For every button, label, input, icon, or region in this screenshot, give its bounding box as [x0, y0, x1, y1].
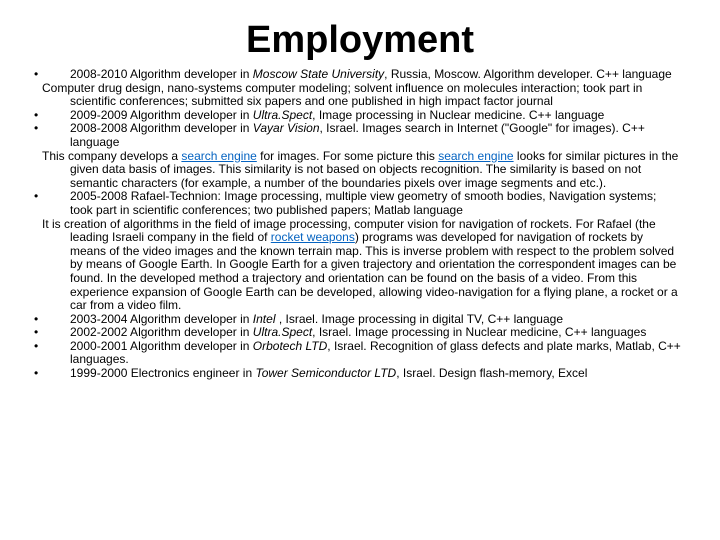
employer-name: Moscow State University [252, 67, 385, 81]
job-description-rafael: It is creation of algorithms in the field of image processing, computer vision for navigation of rockets. For Rafael (the leading Israeli company in the field of rocket weapons) programs was developed for navigation of rockets by means of the video images and the known terrain map. This is inverse problem with respect to the problem solved by means of Google Earth. In Google Earth for a given trajectory and orientation the correspondent images can be found. In the developed method a trajectory and orientation can be found on the basis of a video. From this experience expansion of Google Earth can be developed, allowing video-navigation for a flying plane, a rocket or a car from a video film. [42, 216, 678, 313]
employer-name: Vayar Vision [252, 121, 320, 136]
job-entry-ultraspect-2002: • 2002-2002 Algorithm developer in Ultra.Spect, Israel. Image processing in Nuclear medicine, C++ languages [42, 326, 682, 340]
job-entry-msu: • 2008-2010 Algorithm developer in Moscow State University, Russia, Moscow. Algorithm developer. C++ language [42, 68, 682, 82]
employer-name: Ultra.Spect [252, 107, 313, 122]
job-entry-ultraspect-2009: • 2009-2009 Algorithm developer in Ultra.Spect, Image processing in Nuclear medicine. C++ language [42, 109, 682, 123]
employer-name: Tower Semiconductor LTD [255, 366, 397, 381]
slide-title: Employment [245, 19, 475, 61]
job-description-vayar-vision: This company develops a search engine for images. For some picture this search engine looks for similar pictures in the given data basis of images. This similarity is not based on objects recognition. The similarity is based on not semantic characters (for example, a number of the boundaries pixels over image segments and etc.). [42, 148, 679, 190]
job-entry-vayar-vision: • 2008-2008 Algorithm developer in Vayar Vision, Israel. Images search in Internet ("Google" for images). C++ language [42, 122, 682, 149]
job-entry-intel: • 2003-2004 Algorithm developer in Intel , Israel. Image processing in digital TV, C++ language [42, 313, 682, 327]
employer-name: Orbotech LTD [252, 338, 328, 353]
search-engine-link[interactable]: search engine [438, 148, 514, 163]
employer-name: Intel [252, 311, 276, 326]
rocket-weapons-link[interactable]: rocket weapons [270, 230, 355, 245]
job-entry-orbotech: • 2000-2001 Algorithm developer in Orbotech LTD, Israel. Recognition of glass defects and plate marks, Matlab, C++ languages. [42, 340, 682, 367]
job-description-msu: Computer drug design, nano-systems computer modeling; solvent influence on molecules interaction; took part in scientific conferences; submitted six papers and one published in high impact factor journal [42, 80, 643, 109]
search-engine-link[interactable]: search engine [181, 148, 257, 163]
slide-body [42, 68, 682, 381]
employer-name: Ultra.Spect [252, 325, 313, 340]
job-entry-rafael-technion: • 2005-2008 Rafael-Technion: Image processing, multiple view geometry of smooth bodies, Navigation systems; took part in scientific conferences; two published papers; Matlab language [42, 190, 682, 217]
job-entry-tower-semiconductor: • 1999-2000 Electronics engineer in Tower Semiconductor LTD, Israel. Design flash-memory, Excel [42, 367, 682, 381]
